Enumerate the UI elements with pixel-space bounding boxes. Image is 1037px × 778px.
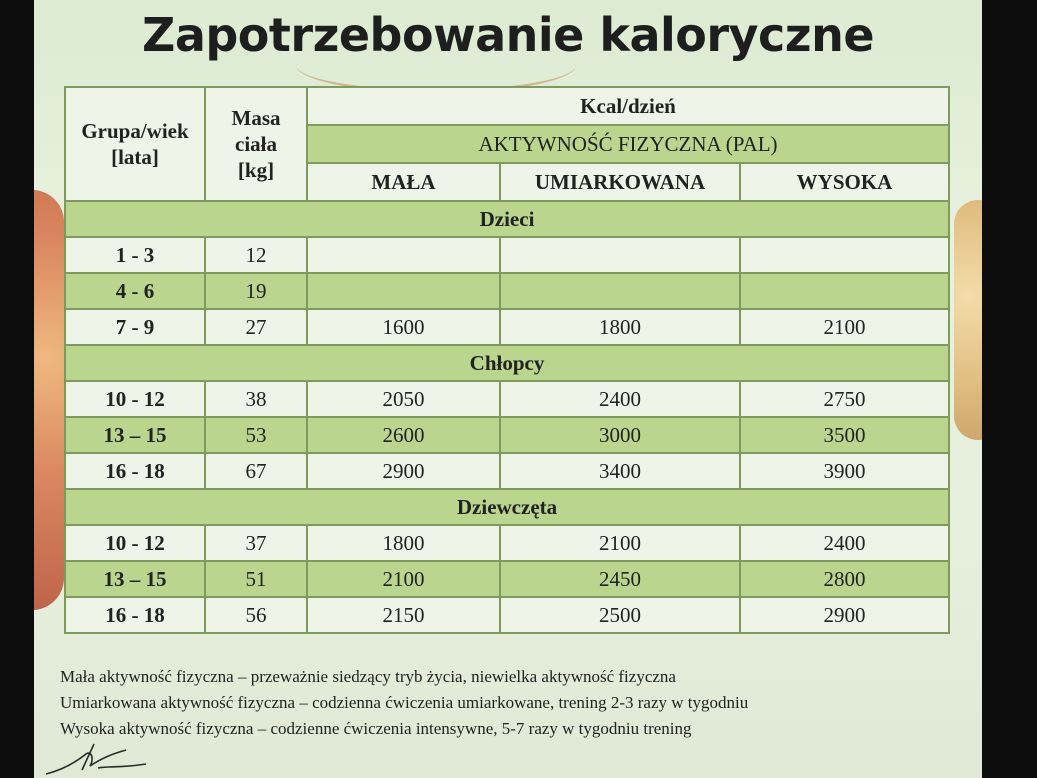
cell-group: 7 - 9 (65, 309, 205, 345)
table-row (65, 237, 949, 273)
decorative-fruit-left (34, 190, 64, 610)
header-group-label: Grupa/wiek (81, 119, 189, 143)
cell-mass: 53 (205, 417, 307, 453)
cell-mid: 2450 (500, 561, 740, 597)
cell-group: 16 - 18 (65, 597, 205, 633)
cell-mid: 1800 (500, 309, 740, 345)
cell-low: 1600 (307, 309, 500, 345)
header-level-low: MAŁA (307, 163, 500, 201)
cell-mass: 51 (205, 561, 307, 597)
section-header: Dziewczęta (65, 489, 949, 525)
cell-high: 2900 (740, 597, 949, 633)
cell-mid (500, 273, 740, 309)
calorie-table (64, 86, 950, 634)
slide (34, 0, 982, 778)
cell-group: 13 – 15 (65, 417, 205, 453)
header-mass-label-2: ciała (235, 132, 277, 156)
cell-high: 2750 (740, 381, 949, 417)
cell-low (307, 237, 500, 273)
section-header: Chłopcy (65, 345, 949, 381)
table-row (65, 453, 949, 489)
cell-low: 1800 (307, 525, 500, 561)
cell-mass: 67 (205, 453, 307, 489)
header-body-mass (205, 87, 307, 201)
cell-low: 2150 (307, 597, 500, 633)
cell-mid (500, 237, 740, 273)
cell-mid: 2100 (500, 525, 740, 561)
cell-mass: 27 (205, 309, 307, 345)
cell-high: 2100 (740, 309, 949, 345)
header-group-age (65, 87, 205, 201)
cell-low: 2900 (307, 453, 500, 489)
cell-low: 2050 (307, 381, 500, 417)
cell-low: 2100 (307, 561, 500, 597)
header-group-unit: [lata] (111, 145, 159, 169)
slide-title: Zapotrzebowanie kaloryczne (141, 8, 875, 62)
cell-mass: 38 (205, 381, 307, 417)
header-level-high: WYSOKA (740, 163, 949, 201)
cell-group: 13 – 15 (65, 561, 205, 597)
table-row (65, 309, 949, 345)
header-level-moderate: UMIARKOWANA (500, 163, 740, 201)
decorative-fruit-right (954, 200, 982, 440)
cell-high: 3900 (740, 453, 949, 489)
cell-mass: 19 (205, 273, 307, 309)
table-row (65, 417, 949, 453)
cell-group: 10 - 12 (65, 525, 205, 561)
cell-mid: 2500 (500, 597, 740, 633)
cell-mid: 2400 (500, 381, 740, 417)
cell-high (740, 237, 949, 273)
cell-mid: 3000 (500, 417, 740, 453)
legend-line-high: Wysoka aktywność fizyczna – codzienne ćwiczenia intensywne, 5-7 razy w tygodniu trening (60, 719, 692, 738)
cell-mass: 37 (205, 525, 307, 561)
cell-low (307, 273, 500, 309)
cell-high: 2800 (740, 561, 949, 597)
legend-line-moderate: Umiarkowana aktywność fizyczna – codzienna ćwiczenia umiarkowane, trening 2-3 razy w tygodniu (60, 693, 749, 712)
cell-low: 2600 (307, 417, 500, 453)
cell-high: 3500 (740, 417, 949, 453)
cell-mass: 56 (205, 597, 307, 633)
cell-high (740, 273, 949, 309)
table-row (65, 525, 949, 561)
cell-group: 16 - 18 (65, 453, 205, 489)
signature-scribble (42, 740, 152, 778)
table-row (65, 597, 949, 633)
header-physical-activity: AKTYWNOŚĆ FIZYCZNA (PAL) (307, 125, 949, 163)
cell-group: 1 - 3 (65, 237, 205, 273)
legend-line-low: Mała aktywność fizyczna – przeważnie siedzący tryb życia, niewielka aktywność fizyczna (60, 667, 676, 686)
cell-mid: 3400 (500, 453, 740, 489)
cell-group: 4 - 6 (65, 273, 205, 309)
legend (60, 664, 748, 742)
cell-mass: 12 (205, 237, 307, 273)
section-header: Dzieci (65, 201, 949, 237)
table-row (65, 381, 949, 417)
cell-high: 2400 (740, 525, 949, 561)
table-row (65, 273, 949, 309)
header-mass-label-1: Masa (231, 106, 281, 130)
header-mass-unit: [kg] (237, 158, 275, 182)
table-row (65, 561, 949, 597)
header-kcal: Kcal/dzień (307, 87, 949, 125)
cell-group: 10 - 12 (65, 381, 205, 417)
